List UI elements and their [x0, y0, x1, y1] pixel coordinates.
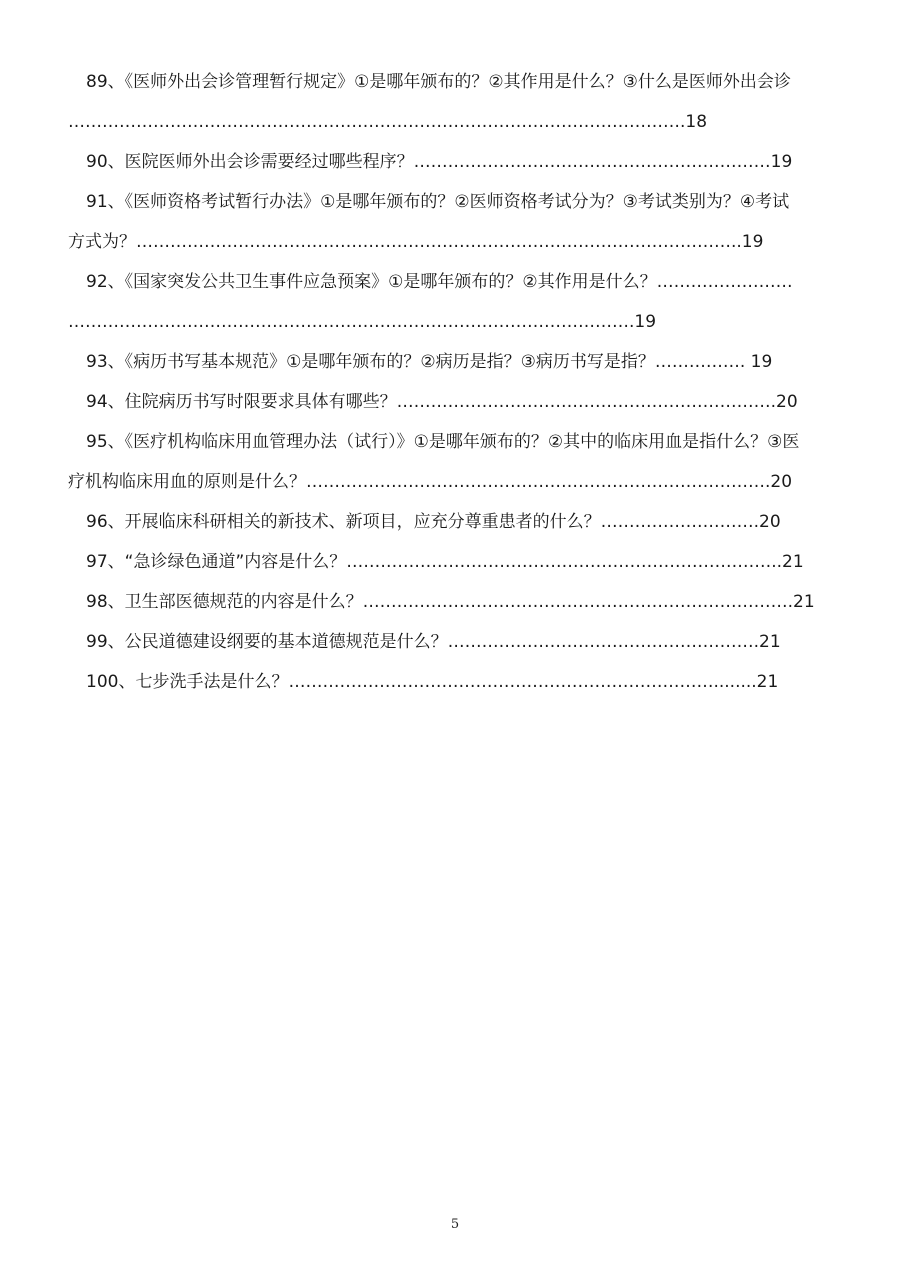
- toc-entry-91-continued[interactable]: 方式为？……………………………………………………………………………………………..19: [68, 232, 764, 252]
- toc-entry-92-leader[interactable]: ……………………………………………………………………………………….19: [68, 312, 657, 332]
- toc-entry-94[interactable]: 94、住院病历书写时限要求具体有哪些？………………………………………………………….20: [86, 392, 798, 412]
- toc-entry-96[interactable]: 96、开展临床科研相关的新技术、新项目，应充分尊重患者的什么？……………………….20: [86, 512, 781, 532]
- toc-entry-92[interactable]: 92、《国家突发公共卫生事件应急预案》①是哪年颁布的？②其作用是什么？……………………: [86, 272, 793, 292]
- toc-entry-99[interactable]: 99、公民道德建设纲要的基本道德规范是什么？……………………………………………….21: [86, 632, 781, 652]
- toc-entry-90[interactable]: 90、医院医师外出会诊需要经过哪些程序？………………………………………………………19: [86, 152, 793, 172]
- toc-entry-100[interactable]: 100、七步洗手法是什么？…………………………………………………………………........21: [86, 672, 779, 692]
- toc-entry-95[interactable]: 95、《医疗机构临床用血管理办法（试行）》①是哪年颁布的？②其中的临床用血是指什么？③医: [86, 432, 800, 452]
- toc-entry-91[interactable]: 91、《医师资格考试暂行办法》①是哪年颁布的？②医师资格考试分为？③考试类别为？④考试: [86, 192, 790, 212]
- toc-entry-97[interactable]: 97、“急诊绿色通道”内容是什么？…………………………………………………………………..21: [86, 552, 804, 572]
- toc-entry-93[interactable]: 93、《病历书写基本规范》①是哪年颁布的？②病历是指？③病历书写是指？……………. 19: [86, 352, 773, 372]
- toc-entry-89-leader[interactable]: ……………………………………………………………………………………………….18: [68, 112, 708, 132]
- table-of-contents: [68, 62, 842, 702]
- toc-entry-89[interactable]: 89、《医师外出会诊管理暂行规定》①是哪年颁布的？②其作用是什么？③什么是医师外出会诊: [86, 72, 791, 92]
- toc-entry-98[interactable]: 98、卫生部医德规范的内容是什么？………………………………………………………………….21: [86, 592, 815, 612]
- page-number: 5: [450, 1217, 460, 1232]
- toc-entry-95-continued[interactable]: 疗机构临床用血的原则是什么？……………………………………………………………………….20: [68, 472, 793, 492]
